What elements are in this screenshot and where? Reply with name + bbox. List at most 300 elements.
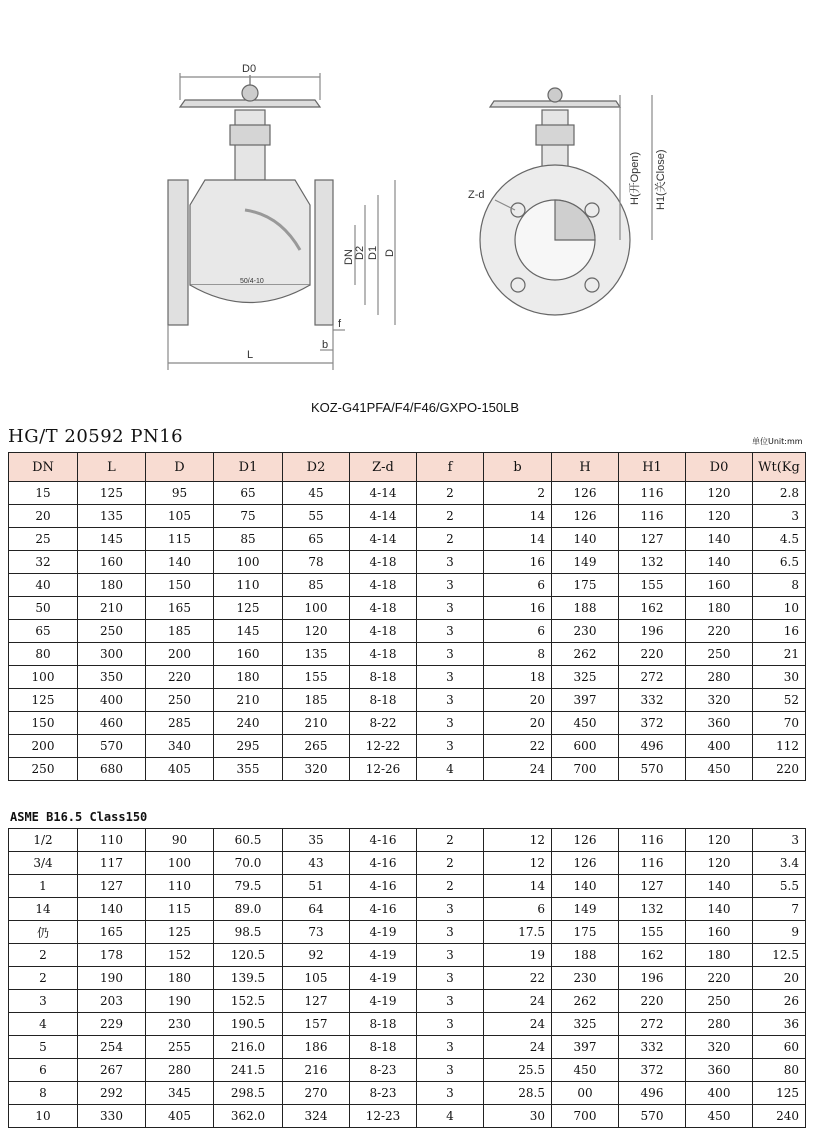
table-cell: 255 <box>146 1036 214 1059</box>
table-cell: 8-18 <box>350 689 417 712</box>
table-cell: 196 <box>619 620 686 643</box>
table-cell: 160 <box>686 921 753 944</box>
table-cell: 19 <box>484 944 552 967</box>
table-cell: 220 <box>753 758 806 781</box>
table-row <box>9 551 806 574</box>
table-cell: 135 <box>78 505 146 528</box>
table-cell: 300 <box>78 643 146 666</box>
table-cell: 150 <box>146 574 214 597</box>
table-cell: 570 <box>78 735 146 758</box>
table-cell: 4-18 <box>350 574 417 597</box>
table-cell: 24 <box>484 990 552 1013</box>
table-cell: 3 <box>753 505 806 528</box>
table-cell: 186 <box>283 1036 350 1059</box>
table-row <box>9 967 806 990</box>
table-cell: 4.5 <box>753 528 806 551</box>
table-cell: 20 <box>753 967 806 990</box>
table-cell: 127 <box>78 875 146 898</box>
table-cell: 2 <box>417 482 484 505</box>
table-cell: 140 <box>552 528 619 551</box>
table-cell: 126 <box>552 829 619 852</box>
column-header: H <box>552 453 619 482</box>
table-cell: 60 <box>753 1036 806 1059</box>
table-cell: 272 <box>619 666 686 689</box>
table-row <box>9 505 806 528</box>
table-cell: 12 <box>484 852 552 875</box>
table-cell: 178 <box>78 944 146 967</box>
table-cell: 220 <box>686 967 753 990</box>
table-cell: 160 <box>78 551 146 574</box>
table-row <box>9 1082 806 1105</box>
table-cell: 140 <box>78 898 146 921</box>
table-cell: 145 <box>78 528 146 551</box>
table-cell: 10 <box>9 1105 78 1128</box>
table-cell: 36 <box>753 1013 806 1036</box>
table-cell: 140 <box>146 551 214 574</box>
table-cell: 160 <box>214 643 283 666</box>
table-cell: 262 <box>552 643 619 666</box>
table-cell: 116 <box>619 852 686 875</box>
table-cell: 14 <box>484 528 552 551</box>
table-cell: 196 <box>619 967 686 990</box>
table-cell: 45 <box>283 482 350 505</box>
table-cell: 127 <box>619 528 686 551</box>
table-cell: 210 <box>214 689 283 712</box>
table-cell: 14 <box>484 505 552 528</box>
table-cell: 25.5 <box>484 1059 552 1082</box>
table-cell: 400 <box>78 689 146 712</box>
table-cell: 4-16 <box>350 898 417 921</box>
table-cell: 397 <box>552 689 619 712</box>
table-cell: 3 <box>417 921 484 944</box>
table-cell: 105 <box>283 967 350 990</box>
table-cell: 405 <box>146 1105 214 1128</box>
dimension-table-pn16 <box>8 452 806 781</box>
table-cell: 149 <box>552 551 619 574</box>
table-cell: 52 <box>753 689 806 712</box>
table-cell: 20 <box>484 689 552 712</box>
table-cell: 570 <box>619 758 686 781</box>
table-cell: 320 <box>686 689 753 712</box>
table-cell: 51 <box>283 875 350 898</box>
table-cell: 3 <box>753 829 806 852</box>
table-cell: 100 <box>283 597 350 620</box>
table-cell: 3.4 <box>753 852 806 875</box>
table-row <box>9 875 806 898</box>
table-cell: 95 <box>146 482 214 505</box>
label-zd: Z-d <box>468 189 485 201</box>
table-cell: 7 <box>753 898 806 921</box>
table-row <box>9 852 806 875</box>
table-cell: 117 <box>78 852 146 875</box>
table-cell: 2 <box>484 482 552 505</box>
table-cell: 3 <box>417 990 484 1013</box>
table-row <box>9 482 806 505</box>
table-cell: 355 <box>214 758 283 781</box>
label-d1: D1 <box>367 245 379 260</box>
table-cell: 188 <box>552 944 619 967</box>
table-cell: 372 <box>619 712 686 735</box>
table-cell: 250 <box>78 620 146 643</box>
table-cell: 6.5 <box>753 551 806 574</box>
table-cell: 35 <box>283 829 350 852</box>
table-row <box>9 643 806 666</box>
table-cell: 126 <box>552 505 619 528</box>
table-cell: 496 <box>619 735 686 758</box>
table-cell: 26 <box>753 990 806 1013</box>
table-cell: 165 <box>78 921 146 944</box>
table-cell: 9 <box>753 921 806 944</box>
table-cell: 450 <box>686 758 753 781</box>
table-cell: 8 <box>9 1082 78 1105</box>
label-body-mark: 50/4-10 <box>240 278 264 285</box>
table-cell: 140 <box>686 875 753 898</box>
table-cell: 112 <box>753 735 806 758</box>
table-cell: 324 <box>283 1105 350 1128</box>
table-row <box>9 689 806 712</box>
table-cell: 180 <box>686 597 753 620</box>
table-cell: 155 <box>283 666 350 689</box>
table-cell: 3 <box>417 944 484 967</box>
table-cell: 185 <box>146 620 214 643</box>
table-cell: 700 <box>552 1105 619 1128</box>
table-cell: 55 <box>283 505 350 528</box>
table-cell: 100 <box>9 666 78 689</box>
table-row <box>9 921 806 944</box>
label-d0: D0 <box>242 63 257 75</box>
table-cell: 12 <box>484 829 552 852</box>
table-cell: 8 <box>753 574 806 597</box>
table-cell: 3 <box>417 689 484 712</box>
table-cell: 92 <box>283 944 350 967</box>
table-cell: 20 <box>484 712 552 735</box>
table-cell: 8-18 <box>350 1013 417 1036</box>
table-cell: 115 <box>146 898 214 921</box>
table-cell: 00 <box>552 1082 619 1105</box>
table-cell: 345 <box>146 1082 214 1105</box>
table-row <box>9 666 806 689</box>
table-cell: 400 <box>686 735 753 758</box>
table-cell: 157 <box>283 1013 350 1036</box>
table-cell: 600 <box>552 735 619 758</box>
table-cell: 400 <box>686 1082 753 1105</box>
table-cell: 16 <box>484 551 552 574</box>
table-cell: 125 <box>146 921 214 944</box>
label-d2: D2 <box>354 245 366 260</box>
table-row <box>9 990 806 1013</box>
table-cell: 2 <box>9 967 78 990</box>
table-cell: 120.5 <box>214 944 283 967</box>
table-cell: 3/4 <box>9 852 78 875</box>
table-cell: 60.5 <box>214 829 283 852</box>
table-cell: 4-19 <box>350 921 417 944</box>
table-cell: 250 <box>686 643 753 666</box>
table-cell: 80 <box>9 643 78 666</box>
table-cell: 160 <box>686 574 753 597</box>
table-cell: 116 <box>619 505 686 528</box>
table-cell: 3 <box>417 551 484 574</box>
table-cell: 2 <box>417 505 484 528</box>
table-cell: 332 <box>619 1036 686 1059</box>
table-cell: 405 <box>146 758 214 781</box>
table-cell: 230 <box>552 967 619 990</box>
table-cell: 4-16 <box>350 829 417 852</box>
table-cell: 20 <box>9 505 78 528</box>
label-dn: DN <box>343 249 355 265</box>
table-cell: 285 <box>146 712 214 735</box>
table-cell: 116 <box>619 829 686 852</box>
table-cell: 24 <box>484 758 552 781</box>
table-cell: 64 <box>283 898 350 921</box>
table-cell: 75 <box>214 505 283 528</box>
table-cell: 4-14 <box>350 482 417 505</box>
column-header: D1 <box>214 453 283 482</box>
table-cell: 4 <box>417 758 484 781</box>
table-cell: 700 <box>552 758 619 781</box>
table-cell: 4-18 <box>350 620 417 643</box>
table-cell: 220 <box>619 643 686 666</box>
unit-label: 单位Unit:mm <box>752 437 803 446</box>
table-cell: 8-18 <box>350 1036 417 1059</box>
table-cell: 110 <box>214 574 283 597</box>
column-header: D0 <box>686 453 753 482</box>
column-header: Wt(Kg <box>753 453 806 482</box>
table-cell: 16 <box>484 597 552 620</box>
table-cell: 325 <box>552 666 619 689</box>
table-cell: 6 <box>484 574 552 597</box>
table-cell: 155 <box>619 921 686 944</box>
table-cell: 132 <box>619 551 686 574</box>
table-cell: 216.0 <box>214 1036 283 1059</box>
table-cell: 241.5 <box>214 1059 283 1082</box>
table-cell: 145 <box>214 620 283 643</box>
column-header: L <box>78 453 146 482</box>
table-cell: 340 <box>146 735 214 758</box>
table-cell: 200 <box>9 735 78 758</box>
table-cell: 16 <box>753 620 806 643</box>
table-cell: 135 <box>283 643 350 666</box>
table-cell: 254 <box>78 1036 146 1059</box>
table-cell: 262 <box>552 990 619 1013</box>
table-cell: 360 <box>686 712 753 735</box>
table-cell: 180 <box>214 666 283 689</box>
table-cell: 162 <box>619 944 686 967</box>
table-cell: 3 <box>417 967 484 990</box>
table-cell: 50 <box>9 597 78 620</box>
table-cell: 152.5 <box>214 990 283 1013</box>
table-cell: 98.5 <box>214 921 283 944</box>
table-cell: 203 <box>78 990 146 1013</box>
table-cell: 18 <box>484 666 552 689</box>
table-cell: 127 <box>619 875 686 898</box>
table-cell: 325 <box>552 1013 619 1036</box>
table-cell: 80 <box>753 1059 806 1082</box>
table-cell: 320 <box>686 1036 753 1059</box>
table-cell: 8-18 <box>350 666 417 689</box>
table-cell: 4-18 <box>350 643 417 666</box>
table-cell: 188 <box>552 597 619 620</box>
table-cell: 79.5 <box>214 875 283 898</box>
table-cell: 185 <box>283 689 350 712</box>
table-cell: 78 <box>283 551 350 574</box>
table-cell: 70.0 <box>214 852 283 875</box>
table-cell: 127 <box>283 990 350 1013</box>
table-cell: 25 <box>9 528 78 551</box>
table-cell: 17.5 <box>484 921 552 944</box>
table-cell: 3 <box>417 1082 484 1105</box>
table-cell: 6 <box>484 898 552 921</box>
table-cell: 110 <box>78 829 146 852</box>
table-cell: 152 <box>146 944 214 967</box>
table-cell: 100 <box>214 551 283 574</box>
table-cell: 4-16 <box>350 875 417 898</box>
table-cell: 200 <box>146 643 214 666</box>
table-row <box>9 1105 806 1128</box>
table-cell: 240 <box>753 1105 806 1128</box>
dimension-table-class150 <box>8 828 806 1128</box>
table-cell: 397 <box>552 1036 619 1059</box>
table-cell: 8-22 <box>350 712 417 735</box>
table-cell: 65 <box>9 620 78 643</box>
table-cell: 298.5 <box>214 1082 283 1105</box>
table-row <box>9 944 806 967</box>
table-cell: 3 <box>9 990 78 1013</box>
table-row <box>9 898 806 921</box>
table-row <box>9 574 806 597</box>
table-cell: 190.5 <box>214 1013 283 1036</box>
table-cell: 14 <box>9 898 78 921</box>
table-cell: 4-16 <box>350 852 417 875</box>
table-cell: 70 <box>753 712 806 735</box>
table-cell: 4 <box>417 1105 484 1128</box>
table-cell: 3 <box>417 620 484 643</box>
table-cell: 240 <box>214 712 283 735</box>
table-cell: 2 <box>417 829 484 852</box>
table-cell: 4 <box>9 1013 78 1036</box>
table-cell: 155 <box>619 574 686 597</box>
valve-technical-drawing <box>150 55 670 385</box>
table-cell: 3 <box>417 898 484 921</box>
table-row <box>9 712 806 735</box>
table-cell: 126 <box>552 852 619 875</box>
table-cell: 8-23 <box>350 1059 417 1082</box>
table-cell: 280 <box>686 666 753 689</box>
label-d: D <box>384 249 396 257</box>
table-cell: 85 <box>214 528 283 551</box>
table-cell: 175 <box>552 574 619 597</box>
table-cell: 24 <box>484 1036 552 1059</box>
table-cell: 372 <box>619 1059 686 1082</box>
table-cell: 4-19 <box>350 967 417 990</box>
label-h-open: H(开Open) <box>629 151 641 205</box>
table-cell: 139.5 <box>214 967 283 990</box>
table-cell: 116 <box>619 482 686 505</box>
table-cell: 4-18 <box>350 597 417 620</box>
table-cell: 350 <box>78 666 146 689</box>
table-cell: 125 <box>753 1082 806 1105</box>
table-cell: 12.5 <box>753 944 806 967</box>
table-cell: 1 <box>9 875 78 898</box>
table-cell: 250 <box>146 689 214 712</box>
table-cell: 3 <box>417 597 484 620</box>
table-cell: 230 <box>146 1013 214 1036</box>
table-cell: 40 <box>9 574 78 597</box>
table-cell: 292 <box>78 1082 146 1105</box>
table-cell: 680 <box>78 758 146 781</box>
column-header: D2 <box>283 453 350 482</box>
label-l: L <box>247 349 254 361</box>
table-cell: 4-19 <box>350 990 417 1013</box>
table-cell: 210 <box>78 597 146 620</box>
table-cell: 30 <box>484 1105 552 1128</box>
table-cell: 32 <box>9 551 78 574</box>
table-cell: 15 <box>9 482 78 505</box>
table-cell: 125 <box>9 689 78 712</box>
table-cell: 295 <box>214 735 283 758</box>
table-cell: 5 <box>9 1036 78 1059</box>
table-row <box>9 1036 806 1059</box>
table-cell: 1/2 <box>9 829 78 852</box>
table-cell: 120 <box>686 482 753 505</box>
standard-title-2: ASME B16.5 Class150 <box>10 810 148 824</box>
table-cell: 110 <box>146 875 214 898</box>
table-cell: 8-23 <box>350 1082 417 1105</box>
table-row <box>9 1059 806 1082</box>
table-cell: 3 <box>417 1059 484 1082</box>
table-cell: 43 <box>283 852 350 875</box>
table-row <box>9 1013 806 1036</box>
table-cell: 2 <box>417 528 484 551</box>
table-header-row <box>9 453 806 482</box>
table-cell: 450 <box>686 1105 753 1128</box>
table-row <box>9 758 806 781</box>
column-header: H1 <box>619 453 686 482</box>
table-row <box>9 597 806 620</box>
table-cell: 2 <box>417 852 484 875</box>
table-row <box>9 735 806 758</box>
table-cell: 220 <box>686 620 753 643</box>
table-cell: 180 <box>686 944 753 967</box>
table-cell: 250 <box>686 990 753 1013</box>
table-cell: 125 <box>214 597 283 620</box>
table-cell: 4-18 <box>350 551 417 574</box>
table-cell: 496 <box>619 1082 686 1105</box>
table-cell: 132 <box>619 898 686 921</box>
table-cell: 460 <box>78 712 146 735</box>
table-cell: 230 <box>552 620 619 643</box>
table-cell: 3 <box>417 643 484 666</box>
table-cell: 175 <box>552 921 619 944</box>
table-cell: 280 <box>146 1059 214 1082</box>
table-cell: 180 <box>146 967 214 990</box>
table-row <box>9 829 806 852</box>
table-cell: 5.5 <box>753 875 806 898</box>
table-row <box>9 620 806 643</box>
table-cell: 22 <box>484 967 552 990</box>
table-cell: 216 <box>283 1059 350 1082</box>
table-cell: 220 <box>619 990 686 1013</box>
standard-title-1: HG/T 20592 PN16 <box>8 426 184 447</box>
table-cell: 265 <box>283 735 350 758</box>
column-header: b <box>484 453 552 482</box>
table-cell: 450 <box>552 712 619 735</box>
table-cell: 12-23 <box>350 1105 417 1128</box>
table-cell: 450 <box>552 1059 619 1082</box>
table-cell: 2 <box>417 875 484 898</box>
table-cell: 8 <box>484 643 552 666</box>
column-header: DN <box>9 453 78 482</box>
table-cell: 270 <box>283 1082 350 1105</box>
